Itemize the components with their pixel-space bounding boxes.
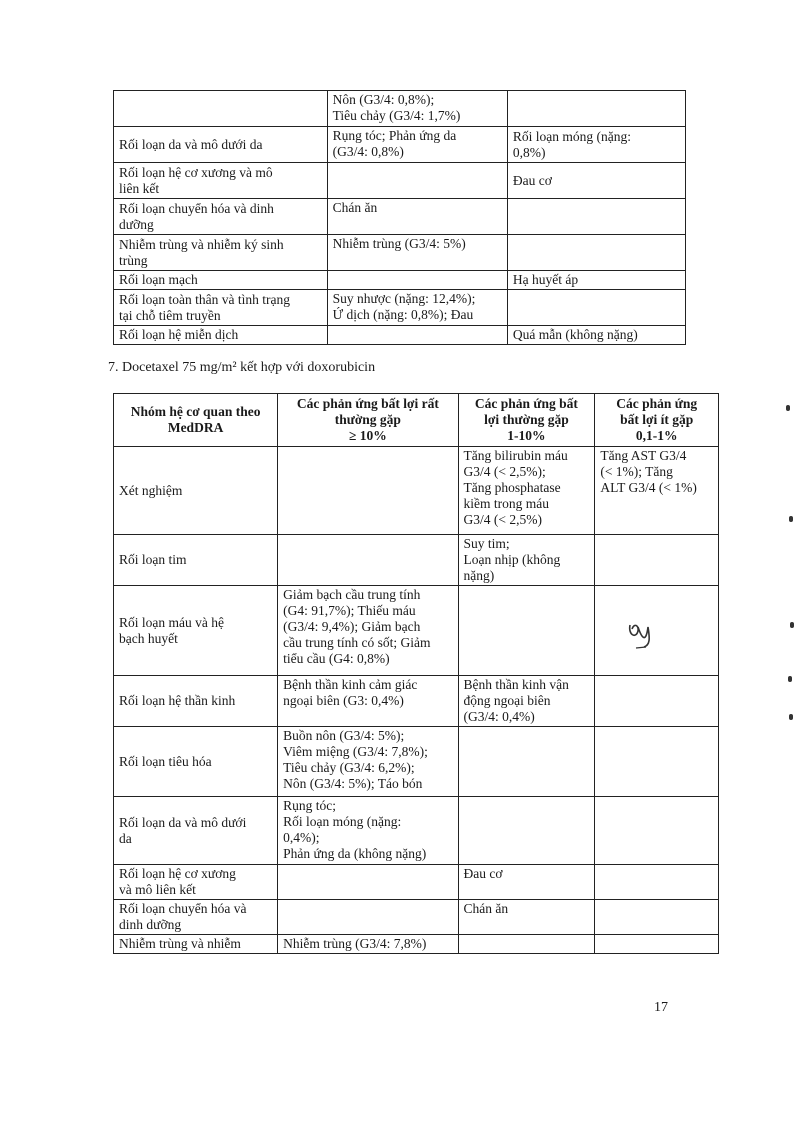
- table-cell: Rụng tóc; Rối loạn móng (nặng: 0,4%); Phản ứng da (không nặng): [278, 797, 458, 865]
- table-cell: [327, 271, 507, 290]
- table2-row: [114, 797, 719, 865]
- adverse-reactions-table-continued: [113, 90, 686, 345]
- table1-row: [114, 271, 686, 290]
- table-cell: Rối loạn da và mô dưới da: [114, 127, 328, 163]
- table2-header-row: [114, 394, 719, 447]
- table-cell: Suy nhược (nặng: 12,4%); Ứ dịch (nặng: 0,8%); Đau: [327, 290, 507, 326]
- table-cell: Chán ăn: [327, 199, 507, 235]
- header-common: Các phản ứng bất lợi thường gặp 1-10%: [458, 394, 595, 447]
- table-cell: Buồn nôn (G3/4: 5%); Viêm miệng (G3/4: 7,8%); Tiêu chảy (G3/4: 6,2%); Nôn (G3/4: 5%); Táo bón: [278, 727, 458, 797]
- table-cell: Đau cơ: [458, 865, 595, 900]
- table-cell: [327, 326, 507, 345]
- table1-row: [114, 91, 686, 127]
- table-cell: [278, 535, 458, 586]
- table-cell: [507, 199, 685, 235]
- table-cell: Rối loạn da và mô dưới da: [114, 797, 278, 865]
- header-organ-system: Nhóm hệ cơ quan theo MedDRA: [114, 394, 278, 447]
- table1-row: [114, 290, 686, 326]
- table1-row: [114, 199, 686, 235]
- table2-row: [114, 900, 719, 935]
- section-heading: 7. Docetaxel 75 mg/m² kết hợp với doxorubicin: [108, 360, 376, 375]
- table-cell: Xét nghiệm: [114, 447, 278, 535]
- table-cell: [458, 935, 595, 954]
- table-cell: [595, 535, 719, 586]
- table-cell: [458, 727, 595, 797]
- table1-body: [114, 91, 686, 345]
- table-cell: [595, 935, 719, 954]
- table-cell: Đau cơ: [507, 163, 685, 199]
- table-cell: Rối loạn chuyển hóa và dinh dưỡng: [114, 199, 328, 235]
- table-cell: [507, 290, 685, 326]
- table-cell: [507, 91, 685, 127]
- table-cell: [595, 727, 719, 797]
- scan-edge-mark: [790, 622, 794, 628]
- table2-row: [114, 935, 719, 954]
- table-cell: Tăng bilirubin máu G3/4 (< 2,5%); Tăng phosphatase kiềm trong máu G3/4 (< 2,5%): [458, 447, 595, 535]
- table-cell: Quá mẫn (không nặng): [507, 326, 685, 345]
- table-cell: Rối loạn hệ cơ xương và mô liên kết: [114, 865, 278, 900]
- table-cell: Nhiễm trùng và nhiễm: [114, 935, 278, 954]
- table-cell: Suy tim; Loạn nhịp (không nặng): [458, 535, 595, 586]
- table-cell: Rối loạn hệ miễn dịch: [114, 326, 328, 345]
- table-cell: [327, 163, 507, 199]
- table-cell: [595, 900, 719, 935]
- header-uncommon: Các phản ứng bất lợi ít gặp 0,1-1%: [595, 394, 719, 447]
- scan-edge-mark: [789, 714, 793, 720]
- table-cell: [278, 447, 458, 535]
- handwritten-initials: [624, 617, 658, 651]
- table2-row: [114, 447, 719, 535]
- table1-row: [114, 326, 686, 345]
- scan-edge-mark: [789, 516, 793, 522]
- table-cell: Bệnh thần kinh cảm giác ngoại biên (G3: 0,4%): [278, 676, 458, 727]
- page-number: 17: [654, 1000, 668, 1015]
- table2-row: [114, 535, 719, 586]
- table2-row: [114, 676, 719, 727]
- header-very-common: Các phản ứng bất lợi rất thường gặp ≥ 10%: [278, 394, 458, 447]
- table-cell: [595, 797, 719, 865]
- table-cell: Nhiễm trùng và nhiễm ký sinh trùng: [114, 235, 328, 271]
- table-cell: Bệnh thần kinh vận động ngoại biên (G3/4: 0,4%): [458, 676, 595, 727]
- docetaxel-doxorubicin-table: [113, 393, 719, 954]
- table1-row: [114, 127, 686, 163]
- table-cell: Rối loạn hệ cơ xương và mô liên kết: [114, 163, 328, 199]
- table2-row: [114, 865, 719, 900]
- table2-row: [114, 727, 719, 797]
- table-cell: [278, 865, 458, 900]
- table2-body: [114, 447, 719, 954]
- table-cell: Hạ huyết áp: [507, 271, 685, 290]
- table-cell: Rối loạn móng (nặng: 0,8%): [507, 127, 685, 163]
- table-cell: Giảm bạch cầu trung tính (G4: 91,7%); Thiếu máu (G3/4: 9,4%); Giảm bạch cầu trung tính có sốt; Giảm tiểu cầu (G4: 0,8%): [278, 586, 458, 676]
- table-cell: Rụng tóc; Phản ứng da (G3/4: 0,8%): [327, 127, 507, 163]
- table-cell: Nhiễm trùng (G3/4: 7,8%): [278, 935, 458, 954]
- table-cell: [458, 797, 595, 865]
- table1-row: [114, 235, 686, 271]
- table-cell: Rối loạn chuyển hóa và dinh dưỡng: [114, 900, 278, 935]
- table-cell: [278, 900, 458, 935]
- table-cell: Rối loạn máu và hệ bạch huyết: [114, 586, 278, 676]
- table-cell: [595, 676, 719, 727]
- table-cell: Rối loạn toàn thân và tình trạng tại chỗ tiêm truyền: [114, 290, 328, 326]
- table-cell: [507, 235, 685, 271]
- scan-edge-mark: [786, 405, 790, 411]
- table-cell: [114, 91, 328, 127]
- table-cell: Rối loạn mạch: [114, 271, 328, 290]
- table1-row: [114, 163, 686, 199]
- table-cell: Rối loạn tim: [114, 535, 278, 586]
- table-cell: Rối loạn tiêu hóa: [114, 727, 278, 797]
- table-cell: Nôn (G3/4: 0,8%); Tiêu chảy (G3/4: 1,7%): [327, 91, 507, 127]
- table-cell: Rối loạn hệ thần kinh: [114, 676, 278, 727]
- scan-edge-mark: [788, 676, 792, 682]
- table-cell: Chán ăn: [458, 900, 595, 935]
- table-cell: Nhiễm trùng (G3/4: 5%): [327, 235, 507, 271]
- table-cell: [595, 865, 719, 900]
- table-cell: Tăng AST G3/4 (< 1%); Tăng ALT G3/4 (< 1%): [595, 447, 719, 535]
- table-cell: [458, 586, 595, 676]
